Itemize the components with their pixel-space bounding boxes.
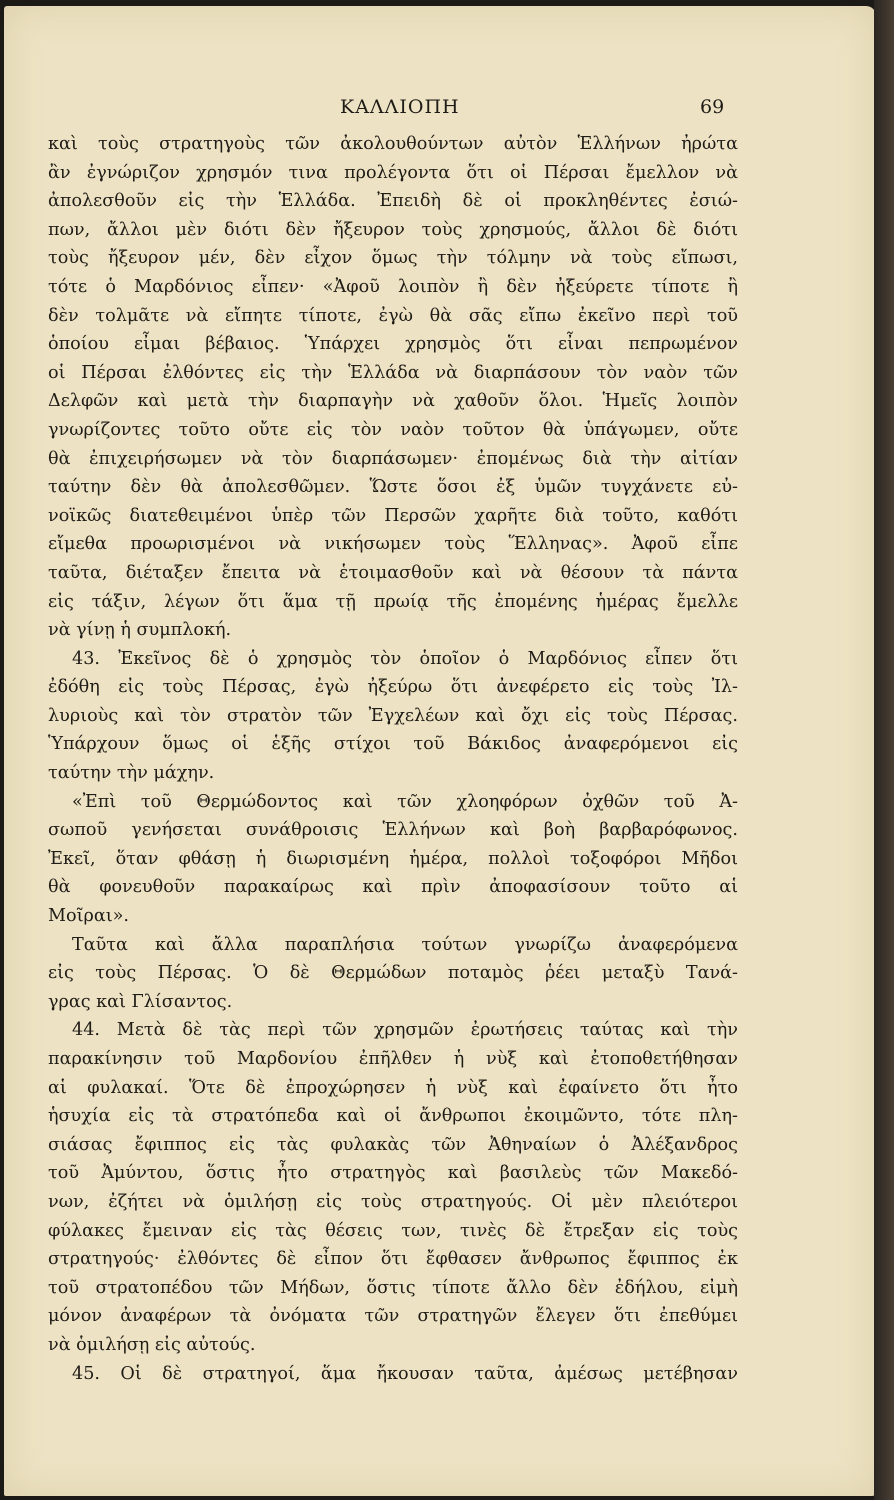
text-line: γρας καὶ Γλίσαντος.: [48, 991, 233, 1012]
text-line: τοῦ Ἀμύντου, ὅστις ἦτο στρατηγὸς καὶ βασιλεὺς τῶν Μακεδό-: [48, 1163, 738, 1184]
text-line: ταύτην τὴν μάχην.: [48, 763, 215, 784]
text-line: Ταῦτα καὶ ἄλλα παραπλήσια τούτων γνωρίζω ἀναφερόμενα: [72, 934, 738, 955]
text-line: μόνον ἀναφέρων τὰ ὀνόματα τῶν στρατηγῶν ἔλεγεν ὅτι ἐπεθύμει: [48, 1306, 738, 1327]
text-line: νὰ γίνῃ ἡ συμπλοκή.: [48, 620, 232, 641]
text-line: Δελφῶν καὶ μετὰ τὴν διαρπαγὴν νὰ χαθοῦν ὅλοι. Ἡμεῖς λοιπὸν: [48, 391, 738, 412]
text-line: ἡσυχία εἰς τὰ στρατόπεδα καὶ οἱ ἄνθρωποι ἐκοιμῶντο, τότε πλη-: [48, 1106, 738, 1127]
text-line: στρατηγούς· ἐλθόντες δὲ εἶπον ὅτι ἔφθασεν ἄνθρωπος ἔφιππος ἐκ: [48, 1249, 738, 1270]
text-line: ὁποίου εἶμαι βέβαιος. Ὑπάρχει χρησμὸς ὅτι εἶναι πεπρωμένον: [48, 334, 738, 355]
running-title: ΚΑΛΛΙΟΠΗ: [340, 96, 460, 118]
text-line: σιάσας ἔφιππος εἰς τὰς φυλακὰς τῶν Ἀθηναίων ὁ Ἀλέξανδρος: [48, 1134, 738, 1155]
text-line: τότε ὁ Μαρδόνιος εἶπεν· «Ἀφοῦ λοιπὸν ἢ δὲν ἠξεύρετε τίποτε ἢ: [48, 276, 738, 297]
text-line: ταῦτα, διέταξεν ἔπειτα νὰ ἑτοιμασθοῦν καὶ νὰ θέσουν τὰ πάντα: [48, 562, 738, 583]
text-line: τοῦ στρατοπέδου τῶν Μήδων, ὅστις τίποτε ἄλλο δὲν ἐδήλου, εἰμὴ: [48, 1277, 738, 1298]
page-header: [0, 96, 894, 126]
text-line: θὰ ἐπιχειρήσωμεν νὰ τὸν διαρπάσωμεν· ἐπομένως διὰ τὴν αἰτίαν: [48, 448, 738, 469]
text-line: εἰς τοὺς Πέρσας. Ὁ δὲ Θερμώδων ποταμὸς ῥέει μεταξὺ Τανά-: [48, 963, 738, 984]
text-line: 43. Ἐκεῖνος δὲ ὁ χρησμὸς τὸν ὁποῖον ὁ Μαρδόνιος εἶπεν ὅτι: [72, 648, 738, 669]
text-line: 44. Μετὰ δὲ τὰς περὶ τῶν χρησμῶν ἐρωτήσεις ταύτας καὶ τὴν: [72, 1020, 738, 1041]
text-line: εἰς τάξιν, λέγων ὅτι ἅμα τῇ πρωίᾳ τῆς ἐπομένης ἡμέρας ἔμελλε: [48, 591, 738, 612]
text-line: θὰ φονευθοῦν παρακαίρως καὶ πρὶν ἀποφασίσουν τοῦτο αἱ: [48, 877, 738, 898]
page-number: 69: [700, 96, 725, 118]
scan-edge: [874, 0, 894, 1500]
text-line: οἱ Πέρσαι ἐλθόντες εἰς τὴν Ἑλλάδα νὰ διαρπάσουν τὸν ναὸν τῶν: [48, 362, 738, 383]
text-line: δὲν τολμᾶτε νὰ εἴπητε τίποτε, ἐγὼ θὰ σᾶς εἴπω ἐκεῖνο περὶ τοῦ: [48, 305, 738, 326]
text-line: εἴμεθα προωρισμένοι νὰ νικήσωμεν τοὺς Ἕλληνας». Ἀφοῦ εἶπε: [48, 534, 738, 555]
body-text: [48, 130, 738, 1388]
text-line: γνωρίζοντες τοῦτο οὔτε εἰς τὸν ναὸν τοῦτον θὰ ὑπάγωμεν, οὔτε: [48, 419, 738, 440]
text-line: ἀπολεσθοῦν εἰς τὴν Ἑλλάδα. Ἐπειδὴ δὲ οἱ προκληθέντες ἐσιώ-: [48, 191, 738, 212]
text-line: ἂν ἐγνώριζον χρησμόν τινα προλέγοντα ὅτι οἱ Πέρσαι ἔμελλον νὰ: [48, 162, 738, 183]
text-line: παρακίνησιν τοῦ Μαρδονίου ἐπῆλθεν ἡ νὺξ καὶ ἐτοποθετήθησαν: [48, 1049, 738, 1069]
text-line: λυριοὺς καὶ τὸν στρατὸν τῶν Ἐγχελέων καὶ ὄχι εἰς τοὺς Πέρσας.: [48, 705, 738, 726]
text-line: ταύτην δὲν θὰ ἀπολεσθῶμεν. Ὥστε ὅσοι ἐξ ὑμῶν τυγχάνετε εὐ-: [48, 477, 738, 498]
text-line: Ἐκεῖ, ὅταν φθάσῃ ἡ διωρισμένη ἡμέρα, πολλοὶ τοξοφόροι Μῆδοι: [48, 848, 738, 869]
text-line: νοϊκῶς διατεθειμένοι ὑπὲρ τῶν Περσῶν χαρῆτε διὰ τοῦτο, καθότι: [48, 505, 738, 526]
text-line: καὶ τοὺς στρατηγοὺς τῶν ἀκολουθούντων αὐτὸν Ἑλλήνων ἠρώτα: [48, 134, 738, 154]
text-line: ἐδόθη εἰς τοὺς Πέρσας, ἐγὼ ἠξεύρω ὅτι ἀνεφέρετο εἰς τοὺς Ἰλ-: [48, 677, 738, 698]
text-line: 45. Οἱ δὲ στρατηγοί, ἅμα ἤκουσαν ταῦτα, ἀμέσως μετέβησαν: [72, 1363, 738, 1384]
text-line: νὰ ὁμιλήσῃ εἰς αὐτούς.: [48, 1334, 256, 1355]
text-line: τοὺς ἤξευρον μέν, δὲν εἶχον ὅμως τὴν τόλμην νὰ τοὺς εἴπωσι,: [48, 248, 738, 269]
text-line: πων, ἄλλοι μὲν διότι δὲν ἤξευρον τοὺς χρησμούς, ἄλλοι δὲ διότι: [48, 219, 738, 240]
text-line: νων, ἐζήτει νὰ ὁμιλήσῃ εἰς τοὺς στρατηγούς. Οἱ μὲν πλειότεροι: [48, 1191, 738, 1212]
text-line: Μοῖραι».: [48, 906, 129, 927]
text-line: σωποῦ γενήσεται συνάθροισις Ἑλλήνων καὶ βοὴ βαρβαρόφωνος.: [48, 820, 738, 841]
text-line: Ὑπάρχουν ὅμως οἱ ἑξῆς στίχοι τοῦ Βάκιδος ἀναφερόμενοι εἰς: [48, 734, 738, 755]
text-line: φύλακες ἔμειναν εἰς τὰς θέσεις των, τινὲς δὲ ἔτρεξαν εἰς τοὺς: [48, 1220, 738, 1241]
text-line: αἱ φυλακαί. Ὅτε δὲ ἐπροχώρησεν ἡ νὺξ καὶ ἐφαίνετο ὅτι ἦτο: [48, 1077, 738, 1098]
text-line: «Ἐπὶ τοῦ Θερμώδοντος καὶ τῶν χλοηφόρων ὀχθῶν τοῦ Ἀ-: [72, 791, 738, 812]
